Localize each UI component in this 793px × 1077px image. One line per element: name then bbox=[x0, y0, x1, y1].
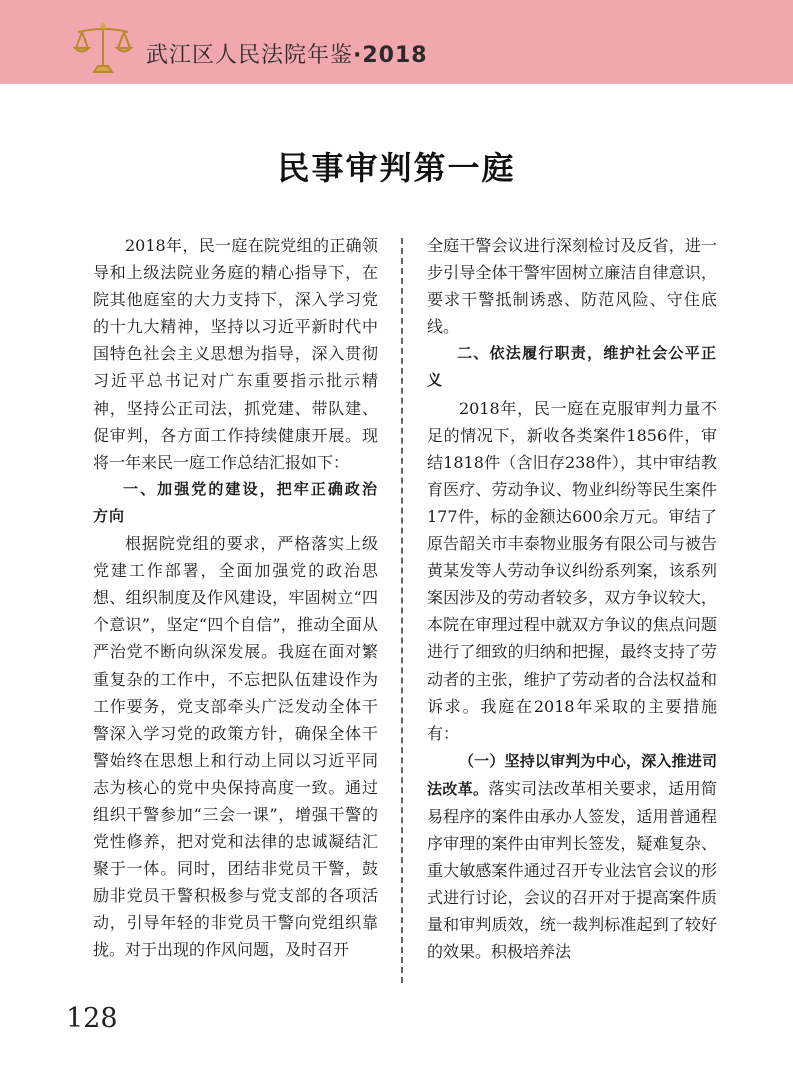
left-column bbox=[93, 232, 378, 964]
continuation-paragraph: 全庭干警会议进行深刻检讨及反省，进一步引导全体干警牢固树立廉洁自律意识，要求干警抵制诱惑、防范风险、守住底线。 bbox=[427, 236, 717, 337]
page-heading: 民事审判第一庭 bbox=[277, 149, 516, 187]
column-divider bbox=[401, 238, 403, 983]
subsection1-paragraph bbox=[427, 747, 717, 966]
header-banner bbox=[0, 0, 793, 84]
subsection1-heading: （一）坚持以审判为中心，深入推进司法改革。 bbox=[427, 751, 717, 798]
section2-body: 2018年，民一庭在克服审判力量不足的情况下，新收各类案件1856件，审结1818件（含旧存238件），其中审结教育医疗、劳动争议、物业纠纷等民生案件177件，标的金额达600余万元。审结了原告韶关市丰泰物业服务有限公司与被告黄某发等人劳动争议纠纷系列案，该系列案因涉及的劳动者较多，双方争议较大，本院在审理过程中就双方争议的焦点问题进行了细致的归纳和把握，最终支持了劳动者的主张，维护了劳动者的合法权益和诉求。我庭在2018年采取的主要措施有： bbox=[427, 398, 717, 743]
page-number: 128 bbox=[66, 1003, 118, 1034]
right-column bbox=[427, 232, 717, 966]
yearbook-year: ·2018 bbox=[353, 43, 428, 68]
section1-body: 根据院党组的要求，严格落实上级党建工作部署，全面加强党的政治思想、组织制度及作风建设，牢固树立“四个意识”，坚定“四个自信”，推动全面从严治党不断向纵深发展。我庭在面对繁重复杂的工作中，不忘把队伍建设作为工作要务，党支部牵头广泛发动全体干警深入学习党的政策方针，确保全体干警始终在思想上和行动上同以习近平同志为核心的党中央保持高度一致。通过组织干警参加“三会一课”，增强干警的党性修养，把对党和法律的忠诚凝结汇聚于一体。同时，团结非党员干警，鼓励非党员干警积极参与党支部的各项活动，引导年轻的非党员干警向党组织靠拢。对于出现的作风问题，及时召开 bbox=[93, 534, 378, 960]
scales-of-justice-icon bbox=[72, 22, 134, 74]
intro-paragraph: 2018年，民一庭在院党组的正确领导和上级法院业务庭的精心指导下，在院其他庭室的大力支持下，深入学习党的十九大精神，坚持以习近平新时代中国特色社会主义思想为指导，深入贯彻习近平总书记对广东重要指示批示精神，坚持公正司法，抓党建、带队建、促审判，各方面工作持续健康开展。现将一年来民一庭工作总结汇报如下： bbox=[93, 236, 378, 472]
section2-heading: 二、依法履行职责，维护社会公平正义 bbox=[427, 344, 717, 390]
yearbook-name: 武江区人民法院年鉴 bbox=[146, 43, 354, 68]
yearbook-title bbox=[146, 38, 428, 69]
subsection1-body: 落实司法改革相关要求，适用简易程序的案件由承办人签发，适用普通程序审理的案件由审判长签发，疑难复杂、重大敏感案件通过召开专业法官会议的形式进行讨论，会议的召开对于提高案件质量和审判质效，统一裁判标准起到了较好的效果。积极培养法 bbox=[427, 778, 717, 962]
section1-heading: 一、加强党的建设，把牢正确政治方向 bbox=[93, 479, 378, 525]
